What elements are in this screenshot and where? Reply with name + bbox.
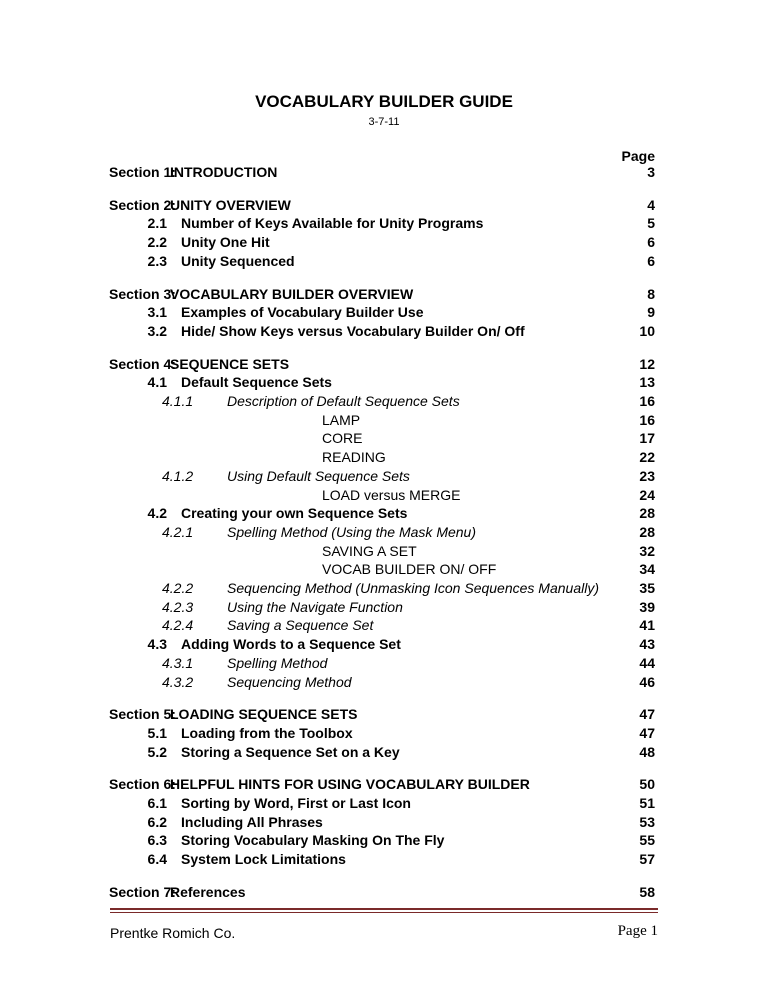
toc-label: VOCAB BUILDER ON/ OFF [322,561,497,578]
toc-entry [0,560,768,578]
toc-number: Section 1: [109,164,176,180]
toc-label: System Lock Limitations [181,851,346,868]
toc-page-number: 39 [639,598,655,615]
toc-number: Section 6: [109,776,176,793]
document-date: 3-7-11 [368,116,400,128]
toc-label: Sequencing Method [227,673,352,690]
toc-entry [0,831,768,849]
toc-number: 6.3 [147,832,167,849]
toc-page-number: 44 [639,654,655,671]
toc-number: 2.1 [147,215,167,232]
toc-label: Description of Default Sequence Sets [227,393,460,409]
toc-number: 4.2.2 [162,580,194,596]
document-title: VOCABULARY BUILDER GUIDE [255,92,513,111]
toc-page-number: 35 [639,580,655,596]
toc-entry [0,850,768,868]
toc-section [0,196,768,214]
toc-page-number: 41 [639,617,655,634]
toc-page-number: 58 [639,883,655,900]
toc-page-number: 53 [639,813,655,830]
toc-label: Spelling Method (Using the Mask Menu) [227,523,477,540]
toc-label: References [170,883,246,900]
toc-page-number: 3 [647,164,655,180]
toc-entry [0,233,768,251]
toc-label: Using Default Sequence Sets [227,467,410,484]
toc-number: 4.2 [147,505,167,522]
toc-label: Number of Keys Available for Unity Programs [181,215,484,232]
toc-number: 4.3.1 [162,654,194,671]
toc-entry [0,303,768,321]
toc-number: 2.2 [147,234,167,251]
toc-label: Default Sequence Sets [181,374,332,391]
toc-number: Section 3: [109,285,176,302]
toc-section [0,705,768,723]
toc-page-number: 46 [639,673,655,690]
toc-page-number: 57 [639,851,655,868]
toc-entry [0,523,768,541]
toc-entry [0,252,768,270]
toc-label: Examples of Vocabulary Builder Use [181,304,424,321]
toc-number: 4.1.2 [162,467,194,484]
toc-page-number: 12 [639,355,655,372]
toc-number: 6.4 [147,851,167,868]
toc-entry [0,542,768,560]
toc-label: VOCABULARY BUILDER OVERVIEW [170,285,414,302]
toc-page-number: 43 [639,636,655,653]
toc-number: 6.2 [147,813,167,830]
toc-label: Sequencing Method (Unmasking Icon Sequences Manually) [227,580,599,596]
toc-page-number: 51 [639,795,655,811]
toc-label: SAVING A SET [322,542,417,559]
footer-company: Prentke Romich Co. [110,925,236,941]
toc-entry [0,504,768,522]
toc-entry [0,486,768,504]
toc-entry [0,579,768,597]
toc-page-number: 47 [639,724,655,741]
footer-divider-thin [110,912,658,913]
toc-label: Unity One Hit [181,234,270,251]
toc-page-number: 6 [647,252,655,269]
toc-page-number: 48 [639,743,655,760]
toc-page-number: 28 [639,523,655,540]
toc-page-number: 4 [647,196,655,213]
toc-number: Section 2: [109,196,176,213]
toc-number: 4.1 [147,374,167,391]
toc-label: UNITY OVERVIEW [170,196,291,213]
toc-page-number: 16 [639,411,655,428]
toc-label: Including All Phrases [181,813,323,830]
toc-label: CORE [322,430,363,447]
toc-number: 4.2.1 [162,523,194,540]
toc-page-number: 5 [647,215,655,232]
toc-page-number: 17 [639,430,655,447]
toc-entry [0,322,768,340]
toc-entry [0,616,768,634]
toc-number: 5.2 [147,743,167,760]
toc-page-number: 13 [639,374,655,391]
footer-divider [110,908,658,910]
toc-page-number: 55 [639,832,655,849]
toc-label: SEQUENCE SETS [170,355,290,372]
toc-entry [0,214,768,232]
toc-label: LOADING SEQUENCE SETS [170,706,358,723]
toc-number: 6.1 [147,795,167,811]
toc-label: Spelling Method [227,654,328,671]
toc-entry [0,794,768,812]
toc-label: READING [322,449,386,466]
toc-number: 4.3.2 [162,673,194,690]
toc-section [0,355,768,373]
toc-number: 3.1 [147,304,167,321]
toc-label: Sorting by Word, First or Last Icon [181,795,411,811]
footer-page-number: Page 1 [617,923,658,939]
toc-page-number: 16 [639,393,655,409]
toc-number: 5.1 [147,724,167,741]
toc-label: Storing Vocabulary Masking On The Fly [181,832,445,849]
page-column-header: Page [621,148,655,164]
toc-entry [0,654,768,672]
toc-label: Using the Navigate Function [227,598,403,615]
toc-entry [0,467,768,485]
toc-label: Hide/ Show Keys versus Vocabulary Builder On/ Off [181,322,525,339]
toc-page-number: 9 [647,304,655,321]
toc-page-number: 50 [639,776,655,793]
toc-entry [0,598,768,616]
toc-entry [0,813,768,831]
toc-page-number: 28 [639,505,655,522]
toc-entry [0,743,768,761]
toc-label: HELPFUL HINTS FOR USING VOCABULARY BUILDER [170,776,530,793]
toc-label: Saving a Sequence Set [227,617,374,634]
toc-number: 4.1.1 [162,393,194,409]
toc-entry [0,429,768,447]
toc-page-number: 8 [647,285,655,302]
toc-label: Loading from the Toolbox [181,724,353,741]
toc-section [0,285,768,303]
toc-page-number: 22 [639,449,655,466]
toc-page-number: 6 [647,234,655,251]
toc-entry [0,411,768,429]
toc-entry [0,448,768,466]
toc-page-number: 47 [639,706,655,723]
toc-number: 3.2 [147,322,167,339]
toc-section [0,163,768,181]
toc-number: 4.2.3 [162,598,194,615]
toc-number: Section 5: [109,706,176,723]
toc-section [0,775,768,793]
toc-number: Section 4: [109,355,176,372]
toc-entry [0,673,768,691]
toc-page-number: 23 [639,467,655,484]
toc-entry [0,373,768,391]
toc-entry [0,635,768,653]
toc-page-number: 10 [639,322,655,339]
toc-number: 2.3 [147,252,167,269]
toc-label: Unity Sequenced [181,252,295,269]
toc-label: Storing a Sequence Set on a Key [181,743,400,760]
toc-number: 4.2.4 [162,617,194,634]
toc-number: 4.3 [147,636,167,653]
toc-number: Section 7: [109,883,176,900]
toc-label: LAMP [322,411,361,428]
toc-label: Creating your own Sequence Sets [181,505,408,522]
toc-section [0,883,768,901]
toc-page-number: 32 [639,542,655,559]
toc-label: LOAD versus MERGE [322,486,461,503]
toc-page-number: 34 [639,561,655,578]
toc-entry [0,392,768,410]
toc-page-number: 24 [639,486,655,503]
toc-entry [0,724,768,742]
toc-label: Adding Words to a Sequence Set [181,636,401,653]
toc-label: INTRODUCTION [170,164,278,180]
